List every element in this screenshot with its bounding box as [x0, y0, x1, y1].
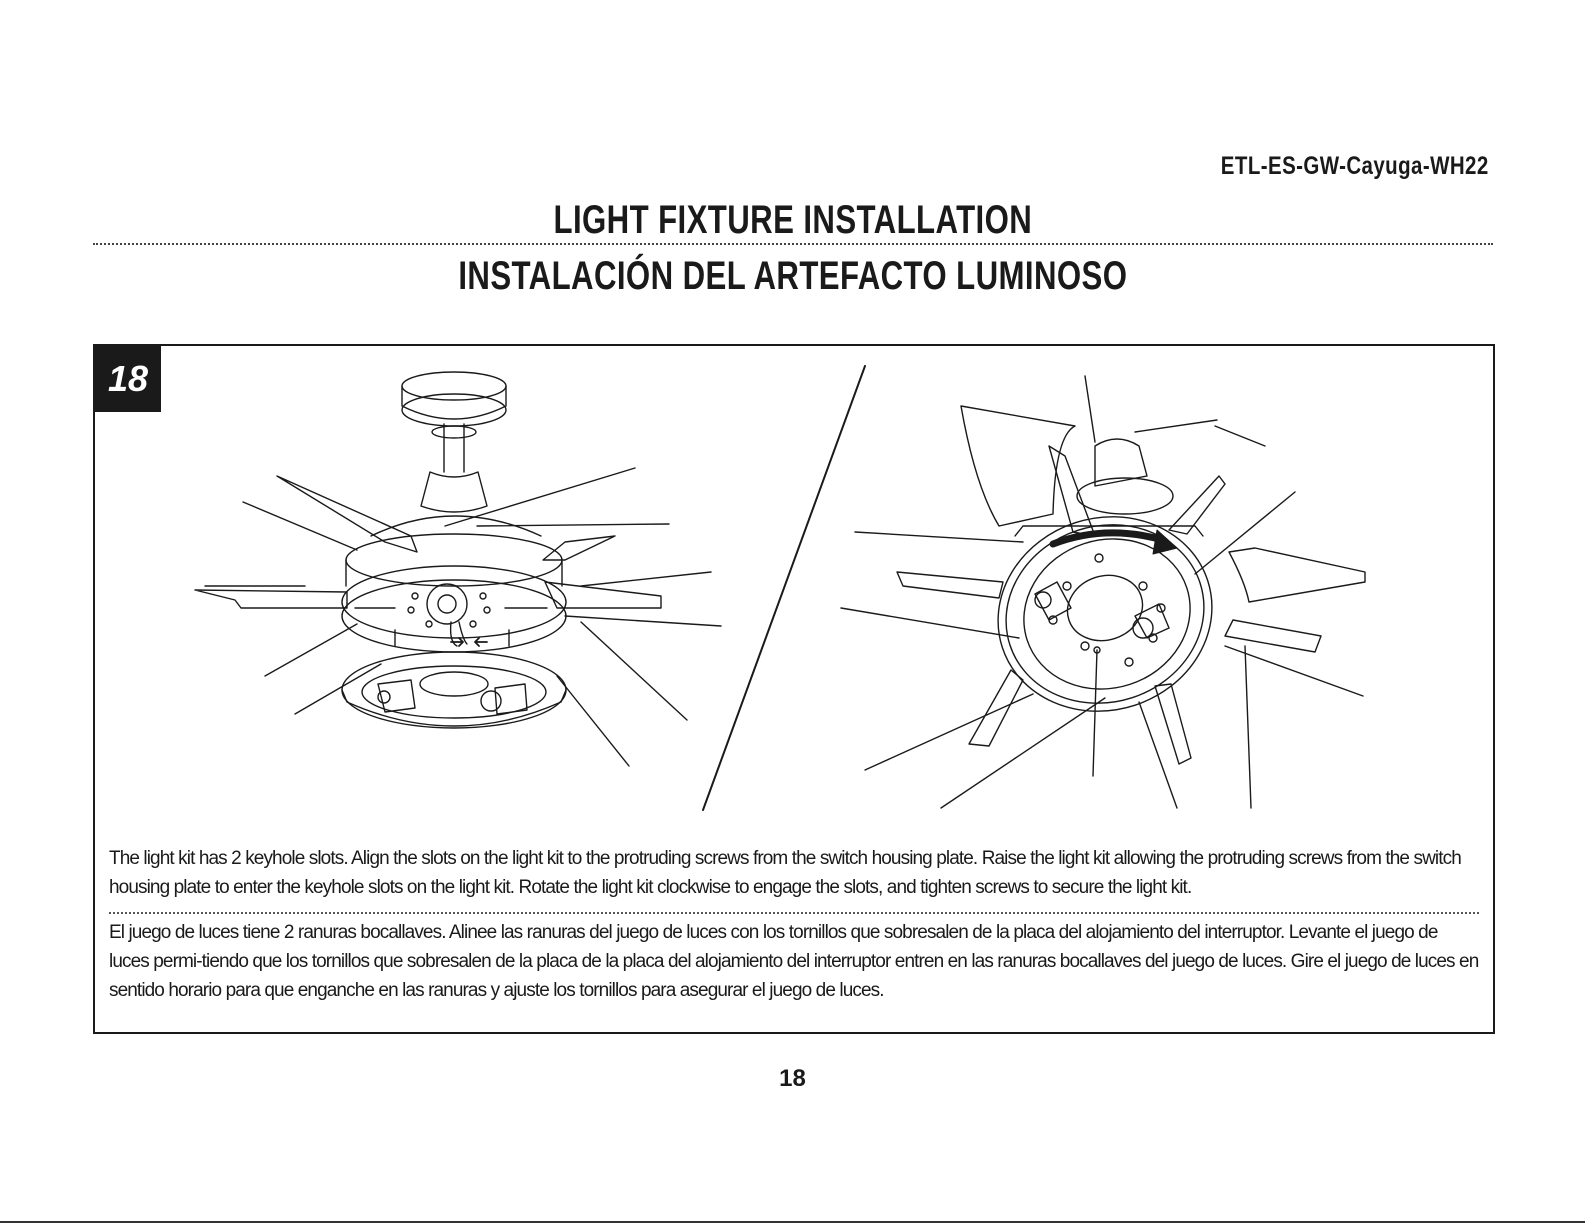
step-number-badge: 18 — [95, 346, 161, 412]
title-divider — [93, 243, 1493, 245]
page-number: 18 — [779, 1065, 806, 1092]
ceiling-fan-rotate-clockwise-illustration — [841, 376, 1365, 808]
page-title-es: INSTALACIÓN DEL ARTEFACTO LUMINOSO — [457, 254, 1128, 298]
instruction-es: El juego de luces tiene 2 ranuras bocallaves. Alinee las ranuras del juego de luces con los tornillos que sobresalen de la placa del alojamiento del interruptor. Levante el juego de luces permi-tiendo que los tornillos que sobresalen de la placa de la placa del alojamiento del interruptor entren en las ranuras bocallaves del juego de luces. Gire el juego de luces en sentido horario para que enganche en las ranuras y ajuste los tornillos para asegurar el juego de luces. — [109, 922, 1479, 1001]
page-bottom-rule — [0, 1221, 1585, 1223]
clockwise-arrow-icon — [1053, 530, 1177, 554]
ceiling-fan-light-kit-raise-illustration — [195, 372, 721, 766]
instruction-en: The light kit has 2 keyhole slots. Align the slots on the light kit to the protruding screws from the switch housing plate. Raise the light kit allowing the protruding screws from the switch housing plate to enter the keyhole slots on the light kit. Rotate the light kit clockwise to engage the slots, and tighten screws to secure the light kit. — [109, 848, 1461, 898]
step-panel — [93, 344, 1495, 1034]
step-illustrations — [95, 346, 1493, 826]
instruction-divider — [109, 912, 1479, 914]
illustration-divider — [703, 366, 865, 810]
page-title-en: LIGHT FIXTURE INSTALLATION — [553, 198, 1032, 242]
model-code: ETL-ES-GW-Cayuga-WH22 — [1221, 152, 1489, 180]
